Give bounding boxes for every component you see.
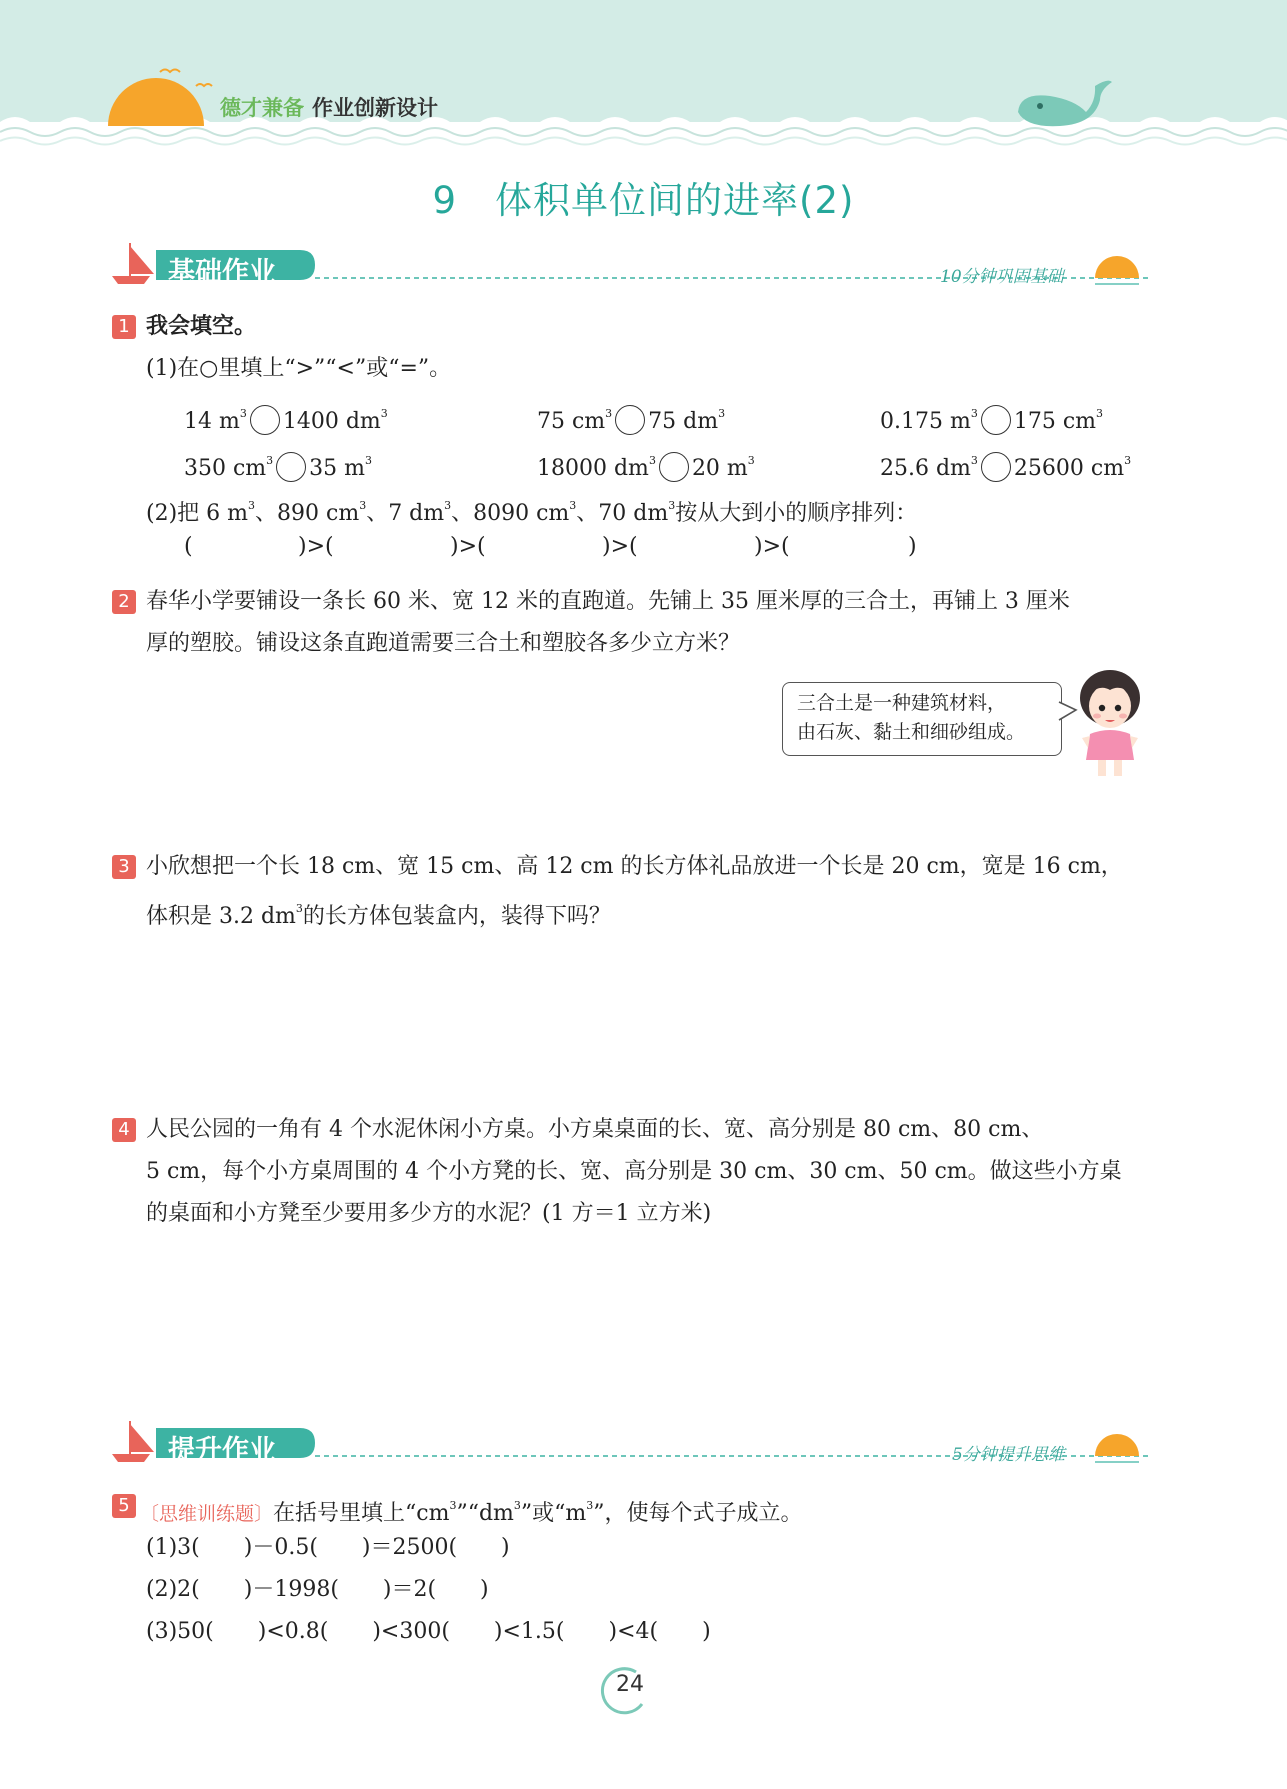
q4-line1: 人民公园的一角有 4 个水泥休闲小方桌。小方桌桌面的长、宽、高分别是 80 cm、80 cm、 (146, 1117, 1044, 1142)
section-advanced-time: 5分钟提升思维 (952, 1445, 1065, 1465)
q2-line1: 春华小学要铺设一条长 60 米、宽 12 米的直跑道。先铺上 35 厘米厚的三合土，再铺上 3 厘米 (146, 589, 1070, 614)
compare-item: 14 $m^3$ 1400 $dm^3$ (184, 407, 388, 434)
section-basic-time: 10分钟巩固基础 (940, 267, 1064, 287)
brand-title (220, 92, 438, 122)
q3-line2: 体积是 3.2 $dm^3$的长方体包装盒内，装得下吗？ (146, 902, 611, 929)
q4-line3: 的桌面和小方凳至少要用多少方的水泥？(1 方＝1 立方米) (146, 1201, 712, 1226)
q5-stem: 〔思维训练题〕在括号里填上“$cm^3”“dm^3$”或“$m^3$”，使每个式子成立。 (140, 1499, 803, 1526)
answer-circle[interactable] (615, 405, 645, 435)
girl-illustration (1072, 668, 1147, 780)
q5-line2: (2)2( )－1998( )＝2( ) (146, 1577, 489, 1602)
question-number: 1 (112, 315, 136, 339)
bubble-line1: 三合土是一种建筑材料， (797, 692, 1007, 714)
order-blank[interactable]: )>( (602, 534, 638, 559)
q4-line2: 5 cm，每个小方桌周围的 4 个小方凳的长、宽、高分别是 30 cm、30 cm、50 cm。做这些小方桌 (146, 1159, 1122, 1184)
compare-item: 18000 $dm^3$ 20 $m^3$ (537, 454, 755, 481)
question-number: 5 (112, 1494, 136, 1518)
compare-item: 75 $cm^3$ 75 $dm^3$ (537, 407, 726, 434)
q5-line1: (1)3( )－0.5( )＝2500( ) (146, 1535, 510, 1560)
q1-part1: (1)在○里填上“>”“<”或“=”。 (146, 356, 452, 381)
order-blank[interactable]: )>( (450, 534, 486, 559)
answer-circle[interactable] (981, 452, 1011, 482)
bubble-line2: 由石灰、黏土和细砂组成。 (797, 721, 1026, 743)
brand-part2: 作业创新设计 (312, 96, 438, 120)
q1-part2: (2)把 6 $m^3$、890 $cm^3$、7 $dm^3$、8090 $cm^3$、70 $dm^3$按从大到小的顺序排列： (146, 499, 918, 526)
q3-line1: 小欣想把一个长 18 cm、宽 15 cm、高 12 cm 的长方体礼品放进一个长是 20 cm，宽是 16 cm， (146, 854, 1123, 879)
answer-circle[interactable] (981, 405, 1011, 435)
order-blank[interactable]: )>( (754, 534, 790, 559)
speech-bubble (782, 682, 1062, 756)
order-blank[interactable]: )>( (298, 534, 334, 559)
question-number: 3 (112, 855, 136, 879)
answer-circle[interactable] (659, 452, 689, 482)
compare-item: 350 $cm^3$ 35 $m^3$ (184, 454, 373, 481)
order-blank[interactable]: ( (184, 534, 193, 559)
compare-item: 25.6 $dm^3$ 25600 $cm^3$ (880, 454, 1132, 481)
q5-line3: (3)50( )<0.8( )<300( )<1.5( )<4( ) (146, 1619, 711, 1644)
header-banner (0, 0, 1287, 150)
q1-stem: 我会填空。 (146, 314, 257, 339)
order-blank[interactable]: ) (908, 534, 917, 559)
page-title: 9 体积单位间的进率(2) (432, 179, 855, 222)
page-number: 24 (616, 1672, 644, 1697)
compare-item: 0.175 $m^3$ 175 $cm^3$ (880, 407, 1104, 434)
thinking-tag: 〔思维训练题〕 (140, 1503, 274, 1525)
brand-part1: 德才兼备 (220, 96, 304, 120)
q2-line2: 厚的塑胶。铺设这条直跑道需要三合土和塑胶各多少立方米？ (146, 631, 741, 656)
answer-circle[interactable] (250, 405, 280, 435)
section-advanced-label: 提升作业 (168, 1435, 276, 1466)
question-number: 4 (112, 1118, 136, 1142)
section-basic-label: 基础作业 (168, 257, 276, 288)
answer-circle[interactable] (276, 452, 306, 482)
question-number: 2 (112, 590, 136, 614)
